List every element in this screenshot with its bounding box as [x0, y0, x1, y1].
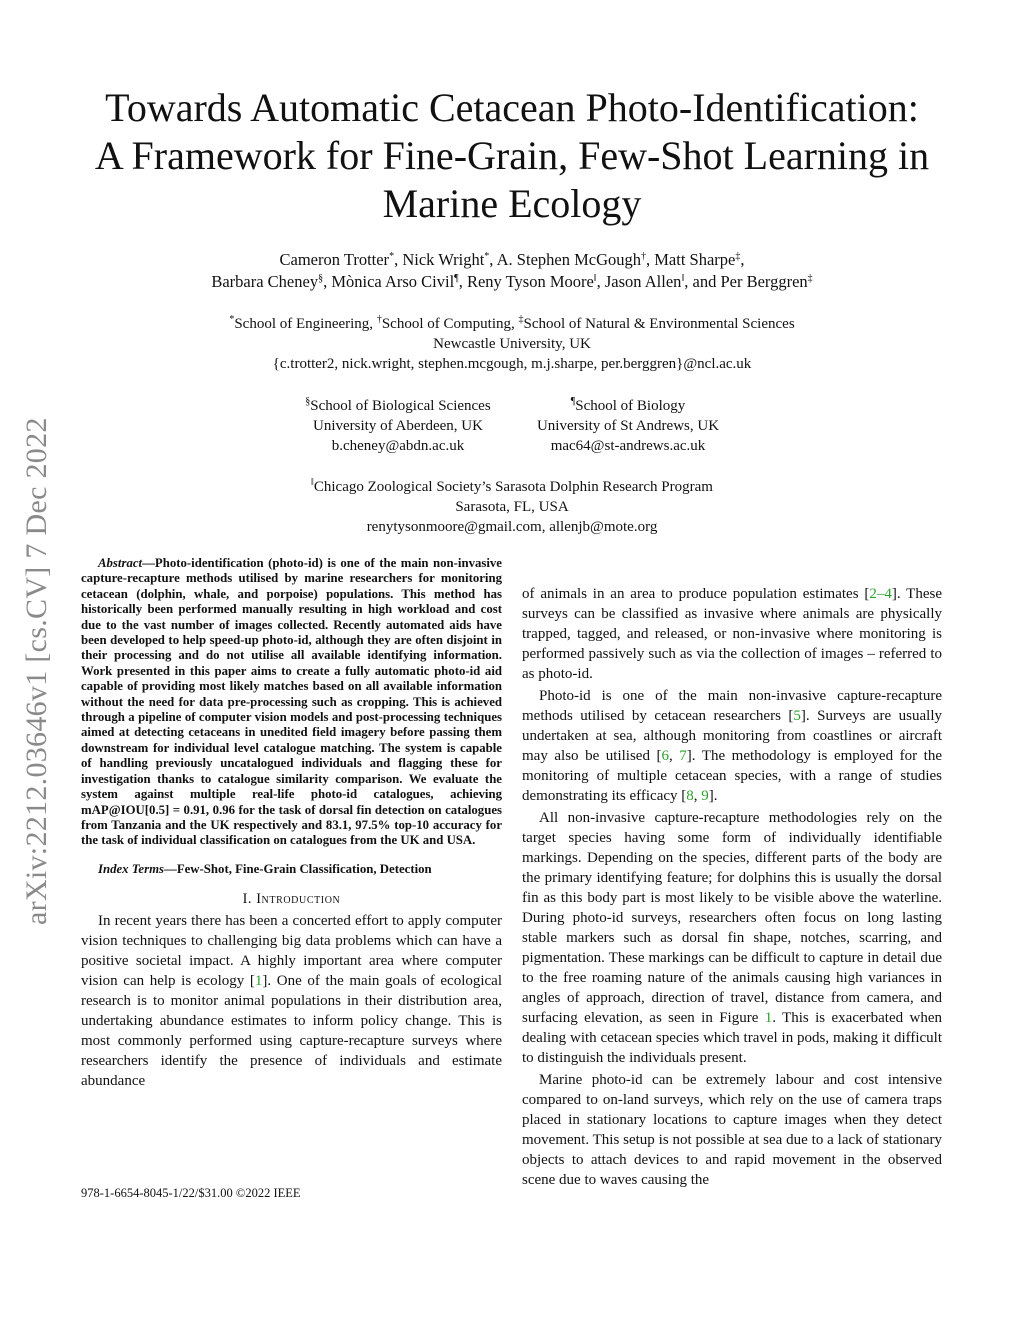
citation-link[interactable]: 8 [686, 788, 694, 804]
title-line: A Framework for Fine-Grain, Few-Shot Learning in [94, 133, 930, 178]
copyright-notice: 978-1-6654-8045-1/22/$31.00 ©2022 IEEE [81, 1186, 301, 1200]
figure-reference-link[interactable]: 1 [764, 1010, 773, 1026]
citation-link[interactable]: 4 [884, 586, 892, 602]
section-heading-introduction: I. Introduction [242, 891, 341, 908]
arxiv-identifier-stamp: arXiv:2212.03646v1 [cs.CV] 7 Dec 2022 [20, 417, 53, 925]
citation-link[interactable]: 5 [793, 708, 801, 724]
title-line: Marine Ecology [382, 181, 642, 226]
affiliation-emails: b.cheney@abdn.ac.uk [331, 438, 465, 454]
citation-link[interactable]: 7 [679, 748, 687, 764]
author-line: Cameron Trotter*, Nick Wright*, A. Stephen McGough†, Matt Sharpe‡, [279, 250, 745, 269]
affiliation-emails: renytysonmoore@gmail.com, allenjb@mote.org [366, 519, 658, 535]
body-paragraph: of animals in an area to produce population estimates [2–4]. These surveys can be classified as invasive where animals are physically trapped, tagged, and released, or non-invasive where monitoring is performed passively such as via the collection of images – referred to as photo-id. [522, 586, 942, 682]
paper-title [60, 84, 964, 228]
body-paragraph: Photo-id is one of the main non-invasive capture-recapture methods utilised by cetacean researchers [5]. Surveys are usually undertaken at sea, although monitoring from coastlines or aircraft may also be utilised [6, 7]. The methodology is employed for the monitoring of multiple cetacean species, with a range of studies demonstrating its efficacy [8, 9]. [522, 688, 943, 804]
body-paragraph: Marine photo-id can be extremely labour and cost intensive compared to on-land surveys, which rely on the use of camera traps placed in stationary locations to capture images when they detect movement. This setup is not possible at sea due to a lack of stationary objects to attach devices to and rapid movement in the observed scene due to waves causing the [522, 1072, 942, 1188]
abstract: Abstract—Photo-identification (photo-id) is one of the main non-invasive capture-recapture methods utilised by marine researchers for monitoring cetacean (dolphin, whale, and porpoise) populations. This method has historically been performed manually resulting in high workload and cost due to the vast number of images collected. Recently automated aids have been developed to help speed-up photo-id, although they are often disjoint in their processing and do not utilise all available identifying information. Work presented in this paper aims to create a fully automatic photo-id aid capable of providing most likely matches based on all available information without the need for data pre-processing such as cropping. This is achieved through a pipeline of computer vision models and post-processing techniques aimed at detecting cetaceans in unedited field imagery before passing them downstream for individual level catalogue matching. The system is capable of handling previously uncatalogued individuals and flagging these for investigation thanks to catalogue similarity comparison. We evaluate the system against multiple real-life photo-id catalogues, achieving mAP@IOU[0.5] = 0.91, 0.96 for the task of dorsal fin detection on catalogues from Tanzania and the UK respectively and 83.1, 97.5% top-10 accuracy for the task of individual classification on catalogues from the UK and USA. [81, 556, 502, 848]
citation-link[interactable]: 6 [661, 748, 669, 764]
affiliation-chicago: ‖Chicago Zoological Society’s Sarasota Dolphin Research Program Sarasota, FL, USA renytysonmoore@gmail.com, allenjb@mote.org [60, 477, 964, 537]
body-paragraph: All non-invasive capture-recapture methodologies rely on the target species having some form of individually identifiable markings. Depending on the species, different parts of the body are the primary identifying feature; for dolphins this is usually the dorsal fin as this body part is most likely to be visible above the waterline. During photo-id surveys, researchers often focus on long lasting stable markers such as dorsal fin shape, notches, scarring, and pigmentation. These markings can be difficult to capture in detail due to the free roaming nature of the animals causing high variances in angles of approach, direction of travel, distance from camera, and surfacing elevation, as seen in Figure 1. This is exacerbated when dealing with cetacean species which travel in pods, making it difficult to distinguish the individuals present. [522, 810, 942, 1066]
author-line: Barbara Cheney§, Mònica Arso Civil¶, Reny Tyson Moore‖, Jason Allen‖, and Per Berggren‡ [211, 272, 813, 291]
citation-link[interactable]: 9 [701, 788, 709, 804]
title-line: Towards Automatic Cetacean Photo-Identification: [105, 85, 919, 130]
affiliation-st-andrews: ¶School of Biology University of St Andrews, UK mac64@st-andrews.ac.uk [498, 396, 758, 456]
affiliation-newcastle: *School of Engineering, †School of Computing, ‡School of Natural & Environmental Sciences Newcastle University, UK {c.trotter2, nick.wright, stephen.mcgough, m.j.sharpe, per.berggren}@ncl.ac.uk [60, 314, 964, 374]
index-terms: Index Terms—Few-Shot, Fine-Grain Classification, Detection [98, 861, 432, 876]
right-column [522, 584, 942, 1190]
citation-link[interactable]: 2 [869, 586, 877, 602]
author-list [60, 249, 964, 293]
body-paragraph: In recent years there has been a concerted effort to apply computer vision techniques to challenging big data problems which can have a positive societal impact. A highly important area where computer vision can help is ecology [1]. One of the main goals of ecological research is to monitor animal populations in their distribution area, undertaking abundance estimates to inform policy change. This is most commonly performed using capture-recapture surveys where researchers identify the presence of individuals and estimate abundance [81, 913, 503, 1090]
affiliation-aberdeen: §School of Biological Sciences University of Aberdeen, UK b.cheney@abdn.ac.uk [268, 396, 528, 456]
affiliation-emails: {c.trotter2, nick.wright, stephen.mcgough, m.j.sharpe, per.berggren}@ncl.ac.uk [272, 356, 752, 372]
affiliation-emails: mac64@st-andrews.ac.uk [550, 438, 706, 454]
citation-link[interactable]: 1 [254, 973, 263, 990]
left-column [81, 556, 502, 1091]
